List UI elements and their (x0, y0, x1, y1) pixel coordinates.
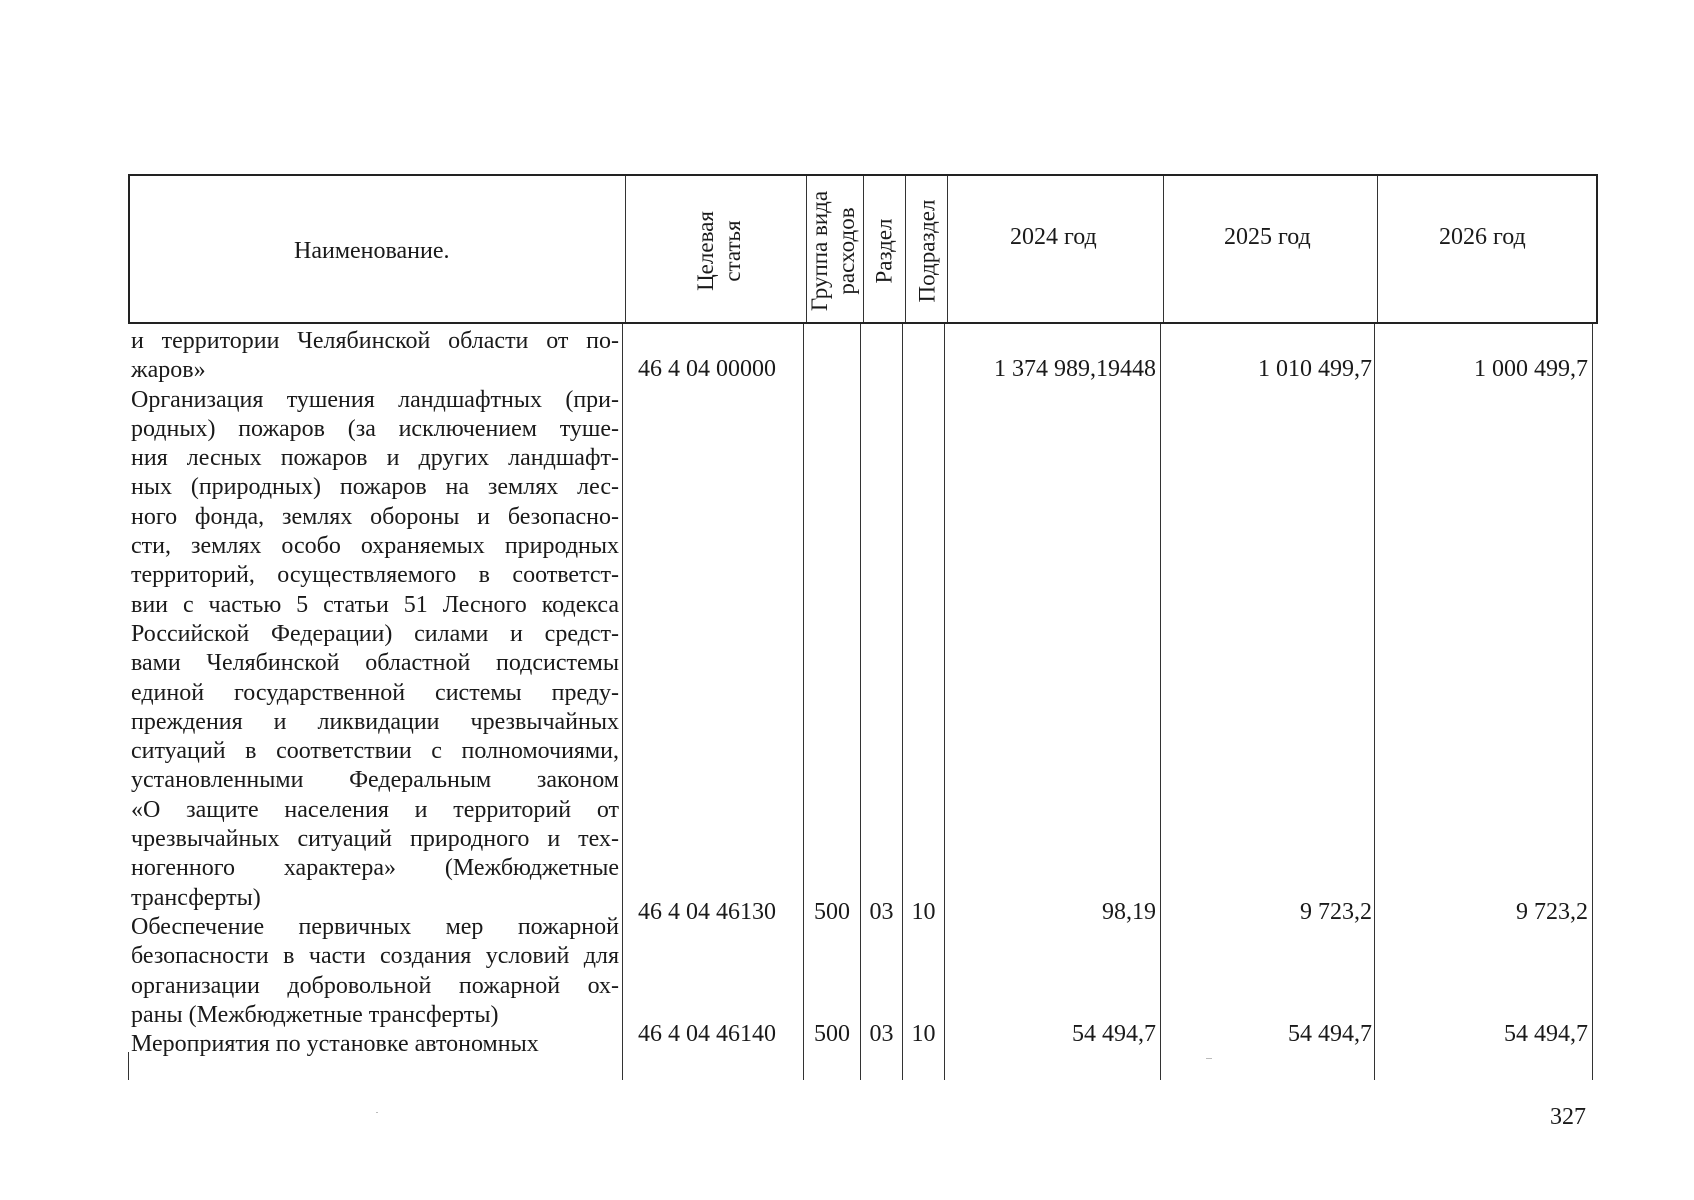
row-2-section: 03 (869, 899, 894, 925)
row-2-name-line: чрезвычайных ситуаций природного и тех- (131, 826, 619, 853)
header-name: Наименование. (294, 238, 450, 264)
row-3-name-line: раны (Межбюджетные трансферты) (131, 1001, 499, 1028)
row-2-name-line: сти, землях особо охраняемых природных (131, 533, 619, 560)
row-2-name-line: вами Челябинской областной подсистемы (131, 650, 619, 677)
row-2-name-line: ситуаций в соответствии с полномочиями, (131, 738, 619, 765)
column-divider (625, 176, 626, 322)
row-3-2024: 54 494,7 (1072, 1021, 1156, 1047)
scan-speck (376, 1112, 378, 1113)
column-divider (1592, 324, 1593, 1080)
column-divider (860, 324, 861, 1080)
column-divider (947, 176, 948, 322)
row-2-2025: 9 723,2 (1300, 899, 1372, 925)
row-2-name-line: установленными Федеральным законом (131, 767, 619, 794)
row-1-2024: 1 374 989,19448 (994, 356, 1156, 382)
row-1-code: 46 4 04 00000 (638, 356, 776, 382)
row-1-name-line: и территории Челябинской области от по- (131, 328, 619, 354)
row-2-subsection: 10 (911, 899, 936, 925)
header-year-2024: 2024 год (1010, 224, 1097, 250)
row-2-name-line: преждения и ликвидации чрезвычайных (131, 708, 619, 735)
row-4-name-line: Мероприятия по установке автономных (131, 1031, 539, 1058)
row-1-2025: 1 010 499,7 (1258, 356, 1372, 382)
row-2-2024: 98,19 (1102, 899, 1156, 925)
column-divider (1160, 324, 1161, 1080)
row-3-2026: 54 494,7 (1504, 1021, 1588, 1047)
scan-speck (1206, 1058, 1212, 1059)
column-divider (1374, 324, 1375, 1080)
header-target-item: Целевая статья (693, 211, 745, 291)
header-section: Раздел (871, 218, 897, 284)
row-2-name-line: вии с частью 5 статьи 51 Лесного кодекса (131, 591, 619, 618)
row-3-name-line: безопасности в части создания условий для (131, 943, 619, 970)
header-subsection: Подраздел (914, 199, 940, 303)
row-2-2026: 9 723,2 (1516, 899, 1588, 925)
column-divider (803, 324, 804, 1080)
header-expense-group: Группа вида расходов (807, 190, 859, 312)
page-number: 327 (1550, 1104, 1586, 1130)
name-column-text (131, 327, 619, 1059)
row-2-name-line: ных (природных) пожаров на землях лес- (131, 474, 619, 501)
row-3-2025: 54 494,7 (1288, 1021, 1372, 1047)
column-divider (1163, 176, 1164, 322)
row-1-name-line: жаров» (131, 357, 206, 384)
row-3-group: 500 (814, 1021, 850, 1047)
left-border-stub (128, 1052, 129, 1080)
row-2-name-line: территорий, осуществляемого в соответст- (131, 562, 619, 589)
column-divider (1377, 176, 1378, 322)
row-1-2026: 1 000 499,7 (1474, 356, 1588, 382)
row-3-subsection: 10 (911, 1021, 936, 1047)
row-3-name-line: Обеспечение первичных мер пожарной (131, 913, 619, 940)
row-3-name-line: организации добровольной пожарной ох- (131, 972, 619, 999)
row-2-name-line: Российской Федерации) силами и средст- (131, 620, 619, 647)
row-2-name-line: ного фонда, землях обороны и безопасно- (131, 503, 619, 530)
row-2-name-line: ногенного характера» (Межбюджетные (131, 855, 619, 882)
column-divider (863, 176, 864, 322)
row-2-name-line: трансферты) (131, 884, 261, 911)
column-divider (905, 176, 906, 322)
row-3-section: 03 (869, 1021, 894, 1047)
row-2-name-line: родных) пожаров (за исключением туше- (131, 415, 619, 442)
column-divider (902, 324, 903, 1080)
column-divider (622, 324, 623, 1080)
row-2-group: 500 (814, 899, 850, 925)
row-2-name-line: ния лесных пожаров и других ландшафт- (131, 445, 619, 472)
row-2-code: 46 4 04 46130 (638, 899, 776, 925)
row-2-name-line: единой государственной системы преду- (131, 679, 619, 706)
column-divider (944, 324, 945, 1080)
row-2-name-line: Организация тушения ландшафтных (при- (131, 386, 619, 413)
row-3-code: 46 4 04 46140 (638, 1021, 776, 1047)
header-year-2026: 2026 год (1439, 224, 1526, 250)
header-year-2025: 2025 год (1224, 224, 1311, 250)
table-header (128, 174, 1598, 324)
row-2-name-line: «О защите населения и территорий от (131, 796, 619, 823)
